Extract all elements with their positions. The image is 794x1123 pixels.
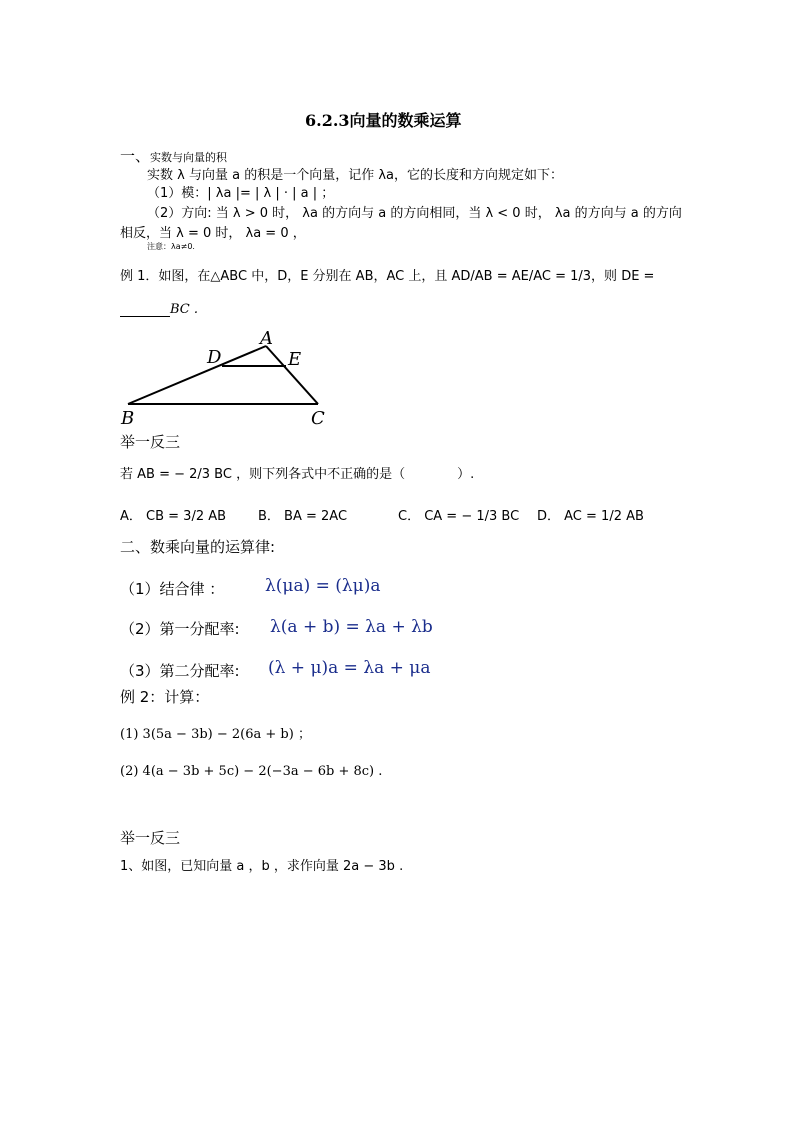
triangle-figure [118, 328, 338, 428]
section1-intro: 实数 λ 与向量 a 的积是一个向量，记作 λa，它的长度和方向规定如下： [147, 168, 563, 183]
option-c[interactable]: C． CA = − 1/3 BC [398, 509, 520, 524]
law1-formula: λ(μa) = (λμ)a [265, 576, 381, 596]
label-c: C [311, 408, 325, 428]
law2-formula: λ(a + b) = λa + λb [270, 617, 433, 637]
example1-answer-line: BC . [120, 302, 198, 317]
section1-note: 注意：λa≠0. [147, 242, 195, 251]
practice2-question: 1、如图，已知向量 a ，b ，求作向量 2a − 3b . [120, 859, 404, 874]
law2-label: （2）第一分配率: [120, 620, 240, 638]
label-b: B [121, 408, 135, 428]
practice1-heading: 举一反三 [120, 433, 181, 451]
answer-blank[interactable] [120, 304, 170, 317]
label-d: D [207, 347, 222, 368]
option-d[interactable]: D． AC = 1/2 AB [537, 509, 644, 524]
page-title: 6.2.3向量的数乘运算 [305, 111, 462, 130]
label-e: E [288, 349, 302, 370]
practice2-heading: 举一反三 [120, 829, 181, 847]
section1-item2-line1: （2）方向: 当 λ > 0 时， λa 的方向与 a 的方向相同，当 λ < 0 时， λa 的方向与 a 的方向 [147, 206, 682, 221]
label-a: A [260, 328, 273, 349]
section1-number: 一、实数与向量的积 [120, 147, 228, 165]
law1-label: （1）结合律 ： [120, 580, 225, 598]
example2-q1: (1) 3(5a − 3b) − 2(6a + b) ； [120, 727, 311, 742]
example2-q2: (2) 4(a − 3b + 5c) − 2(−3a − 6b + 8c) . [120, 764, 383, 779]
side-ab [128, 346, 266, 404]
section1-item2-line2: 相反，当 λ = 0 时， λa = 0 ， [120, 226, 306, 241]
example2-heading: 例 2：计算： [120, 688, 210, 706]
law3-label: （3）第二分配率: [120, 662, 240, 680]
option-a[interactable]: A． CB = 3/2 AB [120, 509, 227, 524]
option-b[interactable]: B． BA = 2AC [258, 509, 348, 524]
section1-item1: （1）模：| λa |= | λ | · | a | ； [147, 186, 335, 201]
section2-heading: 二、数乘向量的运算律: [120, 538, 276, 556]
practice1-question: 若 AB = − 2/3 BC ，则下列各式中不正确的是（ ）. [120, 467, 475, 482]
section1-heading: 实数与向量的积 [150, 151, 228, 164]
law3-formula: (λ + μ)a = λa + μa [268, 658, 431, 678]
example1-text: 例 1．如图，在△ABC 中，D，E 分别在 AB，AC 上，且 AD/AB = AE/AC = 1/3，则 DE = [120, 269, 655, 284]
